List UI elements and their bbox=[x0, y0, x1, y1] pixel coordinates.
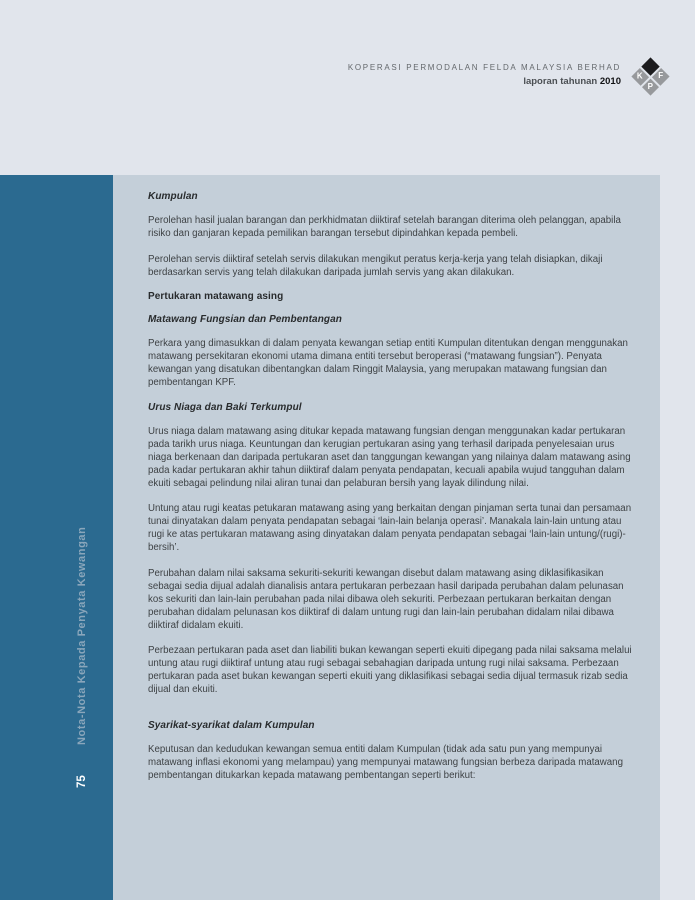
report-subtitle bbox=[348, 76, 621, 87]
page-body bbox=[0, 175, 695, 900]
body-paragraph: Urus niaga dalam matawang asing ditukar kepada matawang fungsian dengan menggunakan kadar pertukaran pada tarikh urus niaga. Keuntungan dan kerugian pertukaran asing yang terhasil daripada penyelesaian urus niaga berkenaan dan daripada pertukaran aset dan tanggungan kewangan yang nilainya dalam matawang asing pada kadar pertukaran akhir tahun diiktiraf dalam penyata pendapatan, kecuali apabila wujud tangguhan dalam ekuiti sebagai pelindung nilai aliran tunai dan pelaburan bersih yang layak dilindung nilai. bbox=[148, 425, 631, 489]
section-sidebar bbox=[0, 175, 113, 900]
header-text bbox=[348, 63, 621, 87]
sidebar-section-title: Nota-Nota Kepada Penyata Kewangan bbox=[76, 526, 88, 745]
page-number: 75 bbox=[76, 775, 88, 788]
body-paragraph: Perbezaan pertukaran pada aset dan liabiliti bukan kewangan seperti ekuiti dipegang pada nilai saksama melalui untung atau rugi diiktiraf untung atau rugi sebagai sebahagian daripada untung rugi nilai saksama. Perbezaan pertukaran pada aset bukan kewangan seperti ekuiti yang diklasifikasi sebagai sedia dijual termasuk rizab sedia dijual dan ekuiti. bbox=[148, 645, 632, 695]
logo-letter-f: F bbox=[658, 71, 664, 81]
subtitle-prefix: laporan tahunan bbox=[523, 76, 598, 87]
notes-text-panel bbox=[113, 175, 660, 900]
body-paragraph: Perubahan dalam nilai saksama sekuriti-sekuriti kewangan disebut dalam matawang asing diklasifikasikan sebagai sedia dijual adalah dianalisis antara pertukaran perbezaan hasil daripada perubahan dalam pelunasan kos sekuriti dan lain-lain perubahan pada nilai dibawa oleh sekuriti. Perbezaan pertukaran berkaitan dengan perubahan didalam pelunasan kos diiktiraf di dalam untung rugi dan lain-lain perubahan didalam nilai dibawa diiktiraf didalam ekuiti. bbox=[148, 567, 624, 631]
company-name: KOPERASI PERMODALAN FELDA MALAYSIA BERHAD bbox=[347, 63, 621, 72]
section-heading: Matawang Fungsian dan Pembentangan bbox=[148, 314, 342, 325]
section-heading: Urus Niaga dan Baki Terkumpul bbox=[148, 401, 302, 413]
body-paragraph: Perkara yang dimasukkan di dalam penyata kewangan setiap entiti Kumpulan ditentukan dengan menggunakan matawang persekitaran ekonomi utama dimana entiti tersebut beroperasi (“matawang fungsian”). Penyata kewangan yang disatukan dibentangkan dalam Ringgit Malaysia, yang merupakan matawang fungsian dan pembentangan KPF. bbox=[148, 338, 628, 388]
logo-letter-p: P bbox=[647, 81, 654, 91]
page-header bbox=[348, 60, 670, 90]
kpf-diamond-logo-icon bbox=[631, 57, 669, 95]
body-paragraph: Untung atau rugi keatas petukaran matawang asing yang berkaitan dengan pinjaman serta tunai dan persamaan tunai dinyatakan dalam penyata pendapatan sebagai ‘lain-lain belanja operasi’. Manakala lain-lain untung atau rugi ke atas pertukaran matawang asing dinyatakan dalam penyata pendapatan sebagai ‘lain-lain untung/(rugi)-bersih’. bbox=[148, 503, 632, 553]
logo-letter-k: K bbox=[637, 71, 644, 81]
body-paragraph: Keputusan dan kedudukan kewangan semua entiti dalam Kumpulan (tidak ada satu pun yang mempunyai matawang inflasi ekonomi yang melampau) yang mempunyai matawang fungsian berbeza daripada matawang pembentangan ditukarkan kepada matawang pembentangan seperti berikut: bbox=[148, 744, 623, 781]
section-heading: Syarikat-syarikat dalam Kumpulan bbox=[148, 720, 315, 731]
section-heading: Kumpulan bbox=[148, 191, 198, 202]
body-paragraph: Perolehan servis diiktiraf setelah servis dilakukan mengikut peratus kerja-kerja yang telah disiapkan, dikaji berdasarkan servis yang telah dilakukan daripada jumlah servis yang akan dilakukan. bbox=[148, 253, 603, 278]
section-heading: Pertukaran matawang asing bbox=[148, 291, 284, 302]
body-paragraph: Perolehan hasil jualan barangan dan perkhidmatan diiktiraf setelah barangan diterima oleh pelanggan, apabila risiko dan ganjaran kepada pemilikan barangan tersebut dipindahkan kepada pembeli. bbox=[148, 215, 621, 239]
subtitle-year: 2010 bbox=[599, 76, 621, 87]
